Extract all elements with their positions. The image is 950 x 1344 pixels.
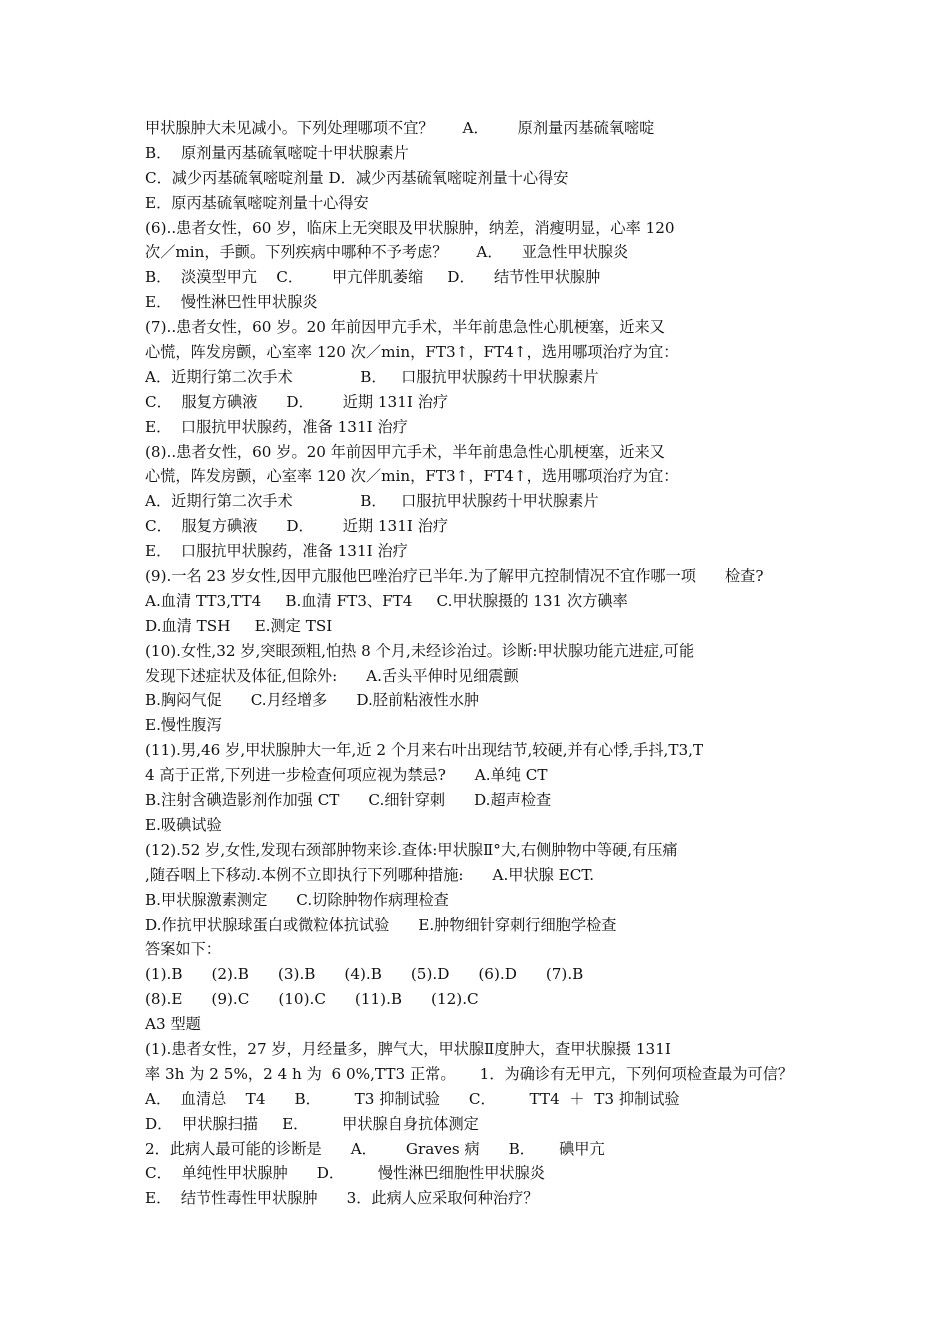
text-line: ,随吞咽上下移动.本例不立即执行下列哪种措施: A.甲状腺 ECT. xyxy=(145,865,595,884)
text-line: A．近期行第二次手术 B． 口服抗甲状腺药十甲状腺素片 xyxy=(145,367,599,386)
text-line: (7)..患者女性，60 岁。20 年前因甲亢手术，半年前患急性心肌梗塞，近来又 xyxy=(145,318,665,337)
text-line: (1).B (2).B (3).B (4).B (5).D (6).D (7).B xyxy=(145,965,584,984)
text-line: A．近期行第二次手术 B． 口服抗甲状腺药十甲状腺素片 xyxy=(145,492,599,511)
text-line: E.吸碘试验 xyxy=(145,815,222,834)
text-line: 发现下述症状及体征,但除外: A.舌头平伸时见细震颤 xyxy=(145,666,519,685)
text-line: E． 口服抗甲状腺药，准备 131I 治疗 xyxy=(145,417,408,436)
text-line: (10).女性,32 岁,突眼颈粗,怕热 8 个月,未经诊治过。诊断:甲状腺功能亢进症,可能 xyxy=(145,641,695,660)
text-line: B.胸闷气促 C.月经增多 D.胫前粘液性水肿 xyxy=(145,691,480,710)
text-line: 2．此病人最可能的诊断是 A． Graves 病 B． 碘甲亢 xyxy=(145,1139,605,1158)
text-line: E．原丙基硫氧嘧啶剂量十心得安 xyxy=(145,193,369,212)
text-line: 甲状腺肿大未见减小。下列处理哪项不宜？ A． 原剂量丙基硫氧嘧啶 xyxy=(145,119,655,137)
text-line: E． 口服抗甲状腺药，准备 131I 治疗 xyxy=(145,542,408,561)
text-line: (9).一名 23 岁女性,因甲亢服他巴唑治疗已半年.为了解甲亢控制情况不宜作哪一项 检查? xyxy=(145,567,764,586)
text-line: (8)..患者女性，60 岁。20 年前因甲亢手术，半年前患急性心肌梗塞，近来又 xyxy=(145,442,665,461)
text-line: (12).52 岁,女性,发现右颈部肿物来诊.查体:甲状腺Ⅱ°大,右侧肿物中等硬,有压痛 xyxy=(145,840,678,859)
text-line: 答案如下： xyxy=(145,940,221,959)
document-body xyxy=(145,116,845,1211)
text-line: C．减少丙基硫氧嘧啶剂量 D．减少丙基硫氧嘧啶剂量十心得安 xyxy=(145,168,569,187)
text-line: B.注射含碘造影剂作加强 CT C.细针穿刺 D.超声检查 xyxy=(145,791,552,810)
text-line: B． 原剂量丙基硫氧嘧啶十甲状腺素片 xyxy=(145,143,409,162)
text-line: (8).E (9).C (10).C (11).B (12).C xyxy=(145,990,479,1009)
text-line: E． 结节性毒性甲状腺肿 3．此病人应采取何种治疗？ xyxy=(145,1189,539,1208)
text-line: D． 甲状腺扫描 E． 甲状腺自身抗体测定 xyxy=(145,1114,479,1133)
text-line: C． 服复方碘液 D． 近期 131I 治疗 xyxy=(145,392,449,411)
text-line: D.血清 TSH E.测定 TSI xyxy=(145,616,333,635)
text-line: A3 型题 xyxy=(145,1015,201,1034)
text-line: A． 血清总 T4 B． T3 抑制试验 C． TT4 ＋ T3 抑制试验 xyxy=(145,1089,680,1108)
text-line: B． 淡漠型甲亢 C． 甲亢伴肌萎缩 D． 结节性甲状腺肿 xyxy=(145,268,601,287)
text-line: E.慢性腹泻 xyxy=(145,716,222,735)
text-line: 心慌，阵发房颤，心室率 120 次／min，FT3↑，FT4↑，选用哪项治疗为宜： xyxy=(145,343,679,362)
text-line: B.甲状腺激素测定 C.切除肿物作病理检查 xyxy=(145,890,449,909)
text-line: 率 3h 为 2 5%，2 4 h 为 6 0%,TT3 正常。 1．为确诊有无甲亢，下列何项检查最为可信？ xyxy=(145,1064,794,1083)
text-line: E． 慢性淋巴性甲状腺炎 xyxy=(145,293,318,312)
text-line: 次／min，手颤。下列疾病中哪种不予考虑？ A． 亚急性甲状腺炎 xyxy=(145,243,629,262)
text-line: C． 单纯性甲状腺肿 D． 慢性淋巴细胞性甲状腺炎 xyxy=(145,1164,545,1183)
text-line: 4 高于正常,下列进一步检查何项应视为禁忌? A.单纯 CT xyxy=(145,766,548,785)
text-line: C． 服复方碘液 D． 近期 131I 治疗 xyxy=(145,517,449,536)
text-line: D.作抗甲状腺球蛋白或微粒体抗试验 E.肿物细针穿刺行细胞学检查 xyxy=(145,915,617,934)
text-line: A.血清 TT3,TT4 B.血清 FT3、FT4 C.甲状腺摄的 131 次方碘率 xyxy=(145,591,628,610)
text-line: (11).男,46 岁,甲状腺肿大一年,近 2 个月来右叶出现结节,较硬,并有心悸,手抖,T3,T xyxy=(145,741,704,760)
text-line: 心慌，阵发房颤，心室率 120 次／min，FT3↑，FT4↑，选用哪项治疗为宜： xyxy=(145,467,679,486)
text-line: (6)..患者女性，60 岁，临床上无突眼及甲状腺肿，纳差，消瘦明显，心率 120 xyxy=(145,218,675,237)
text-line: (1).患者女性，27 岁，月经量多，脾气大，甲状腺Ⅱ度肿大，查甲状腺摄 131I xyxy=(145,1039,671,1058)
